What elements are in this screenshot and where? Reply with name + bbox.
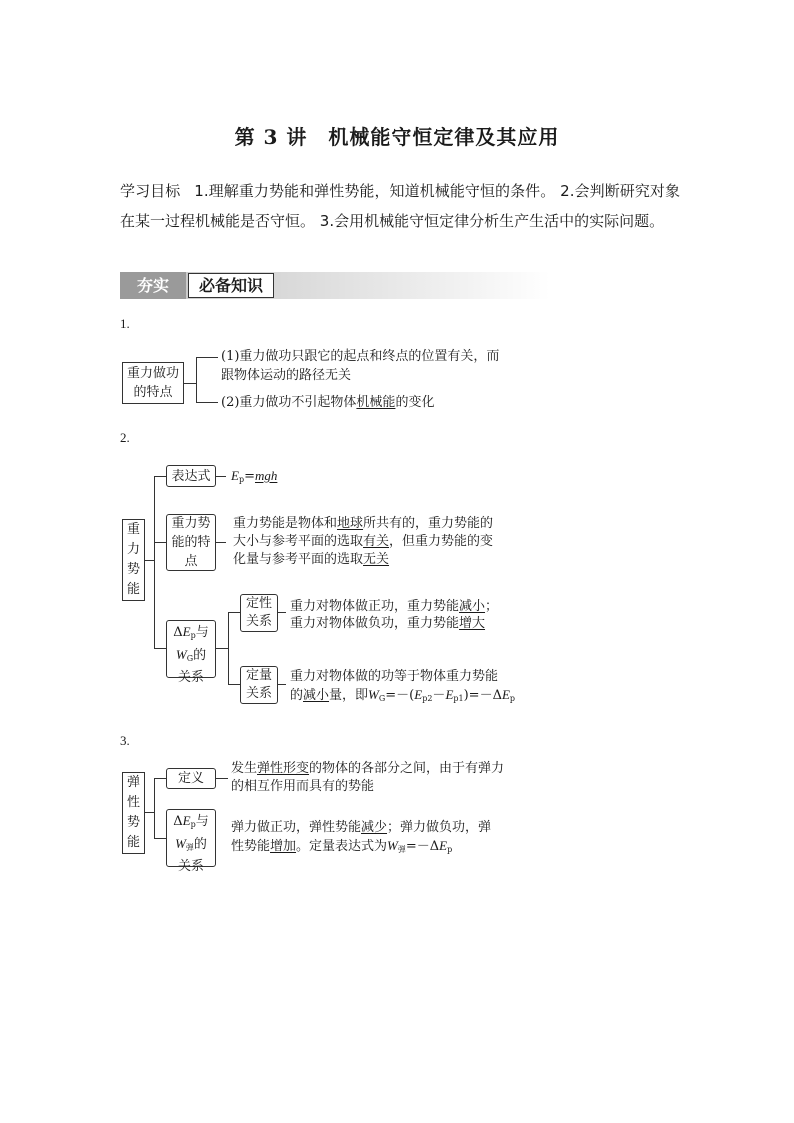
text: 化量与参考平面的选取 [233, 552, 364, 567]
text: 量，即 [329, 688, 369, 703]
sub-tan: 弹 [185, 843, 194, 852]
text: 的 [193, 837, 207, 852]
text: 。定量表达式为 [296, 839, 388, 854]
gravity-work-item1-line2: 跟物体运动的路径无关 [221, 368, 352, 383]
sym-E: E [231, 468, 239, 483]
sym-W: W [175, 647, 187, 662]
connector [216, 542, 226, 543]
connector [216, 476, 226, 477]
bracket [196, 357, 218, 358]
goals-text: 1.理解重力势能和弹性势能，知道机械能守恒的条件。 2.会判断研究对象在某一过程机械能是否守恒。 3.会用机械能守恒定律分析生产生活中的实际问题。 [120, 182, 680, 230]
connector [154, 648, 166, 649]
text: ；弹力做负功，弹 [387, 820, 492, 835]
sym-E: E [439, 838, 448, 853]
text: 所共有的，重力势能的 [363, 516, 494, 531]
text: 重力对物体做正功，重力势能 [290, 599, 460, 614]
sym-E: E [445, 687, 454, 702]
definition-box: 定义 [166, 768, 216, 789]
connector [154, 778, 166, 779]
connector [145, 812, 154, 813]
connector [154, 542, 166, 543]
sub-tan: 弹 [397, 845, 406, 854]
text: 与 [195, 625, 209, 640]
text: 的变化 [395, 395, 435, 410]
sub-p: p [509, 694, 516, 703]
connector [154, 476, 166, 477]
goals-label: 学习目标 [120, 182, 181, 200]
text: 重力势能是物体和 [233, 516, 338, 531]
connector [278, 684, 286, 685]
text: ； [485, 599, 499, 614]
relation-line1 [167, 622, 215, 645]
text: =－( [385, 688, 415, 703]
answer-reduction: 减小 [303, 688, 330, 703]
elastic-relation-line3: 关系 [177, 859, 204, 874]
quantitative-box: 定量关系 [240, 666, 278, 704]
text: 大小与参考平面的选取 [233, 534, 364, 549]
gravity-pe-root-box: 重力势能 [122, 519, 145, 601]
sub-p: p [190, 631, 196, 640]
text: 的物体的各部分之间，由于有弹力 [309, 761, 505, 776]
answer-mechanical-energy: 机械能 [356, 395, 396, 410]
connector [278, 612, 286, 613]
features-line3 [233, 550, 389, 570]
answer-mgh: mgh [254, 468, 278, 483]
expression-box: 表达式 [166, 465, 216, 487]
features-box: 重力势能的特点 [166, 514, 216, 571]
delta-ep-wg-relation-box [166, 620, 216, 685]
text: 与 [195, 814, 209, 829]
sym-delta: Δ [173, 625, 183, 640]
expression-formula [231, 466, 277, 490]
sym-E: E [182, 813, 191, 828]
text: (2)重力做功不引起物体 [221, 395, 357, 410]
quantitative-line1: 重力对物体做的功等于物体重力势能 [290, 669, 499, 684]
banner-part2: 必备知识 [188, 273, 274, 298]
connector [228, 612, 229, 684]
sym-delta: Δ [173, 814, 183, 829]
sym-E: E [501, 687, 510, 702]
definition-line2: 的相互作用而具有的势能 [231, 779, 375, 794]
features-line1 [233, 514, 493, 534]
connector [216, 778, 228, 779]
text: 重力对物体做负功，重力势能 [290, 616, 460, 631]
answer-increase: 增加 [270, 839, 297, 854]
gravity-work-item2 [221, 393, 434, 413]
sub-p: p [447, 845, 453, 854]
elastic-relation-line2 [167, 834, 215, 857]
relation-line3: 关系 [177, 670, 204, 685]
elastic-relation-line2-text [231, 836, 452, 860]
sym-E: E [182, 624, 191, 639]
connector [145, 560, 154, 561]
section-3-number: 3. [120, 733, 130, 748]
gravity-work-item1-line1: (1)重力做功只跟它的起点和终点的位置有关，而 [221, 349, 500, 364]
answer-unrelated: 无关 [363, 552, 390, 567]
connector [228, 612, 240, 613]
connector [228, 684, 240, 685]
elastic-relation-box [166, 809, 216, 874]
section-2-number: 2. [120, 430, 130, 445]
qualitative-line2 [290, 614, 485, 634]
qualitative-box: 定性关系 [240, 594, 278, 632]
answer-increase: 增大 [459, 616, 486, 631]
text: 性势能 [231, 839, 271, 854]
elastic-relation-line1 [167, 811, 215, 834]
sub-p: p [190, 820, 196, 829]
text: )=－Δ [463, 688, 502, 703]
features-line2 [233, 532, 493, 552]
gravity-work-box: 重力做功的特点 [122, 362, 184, 404]
sub-G: G [378, 694, 386, 703]
relation-line2 [167, 645, 215, 668]
answer-elastic-deformation: 弹性形变 [257, 761, 310, 776]
elastic-relation-line1-text [231, 818, 491, 838]
sub-G: G [186, 654, 194, 663]
text: 的 [193, 648, 207, 663]
answer-decrease: 减小 [459, 599, 486, 614]
eq: = [244, 469, 255, 484]
text: ，但重力势能的变 [389, 534, 494, 549]
elastic-pe-root-box: 弹性势能 [122, 772, 145, 854]
learning-goals [120, 176, 680, 236]
connector [184, 383, 196, 384]
page-title: 第 3 讲 机械能守恒定律及其应用 [234, 125, 560, 149]
section-1-number: 1. [120, 316, 130, 331]
connector [154, 838, 166, 839]
answer-earth: 地球 [337, 516, 364, 531]
sub-p: p [238, 475, 245, 484]
sub-p1: p1 [453, 694, 464, 703]
connector [154, 778, 155, 838]
sym-E: E [414, 687, 423, 702]
sym-W: W [387, 838, 398, 853]
text: － [432, 688, 446, 703]
sym-W: W [368, 687, 379, 702]
text: 发生 [231, 761, 258, 776]
sub-p2: p2 [422, 694, 433, 703]
text: =－Δ [405, 839, 440, 854]
answer-decrease: 减少 [361, 820, 388, 835]
banner-part1: 夯实 [120, 272, 186, 299]
quantitative-line2 [290, 685, 515, 709]
bracket [196, 357, 197, 403]
text: 的 [290, 688, 304, 703]
connector [216, 648, 228, 649]
text: 弹力做正功，弹性势能 [231, 820, 362, 835]
connector [154, 476, 155, 648]
answer-related: 有关 [363, 534, 390, 549]
definition-line1 [231, 759, 504, 779]
sym-W: W [175, 836, 186, 851]
bracket [196, 402, 218, 403]
